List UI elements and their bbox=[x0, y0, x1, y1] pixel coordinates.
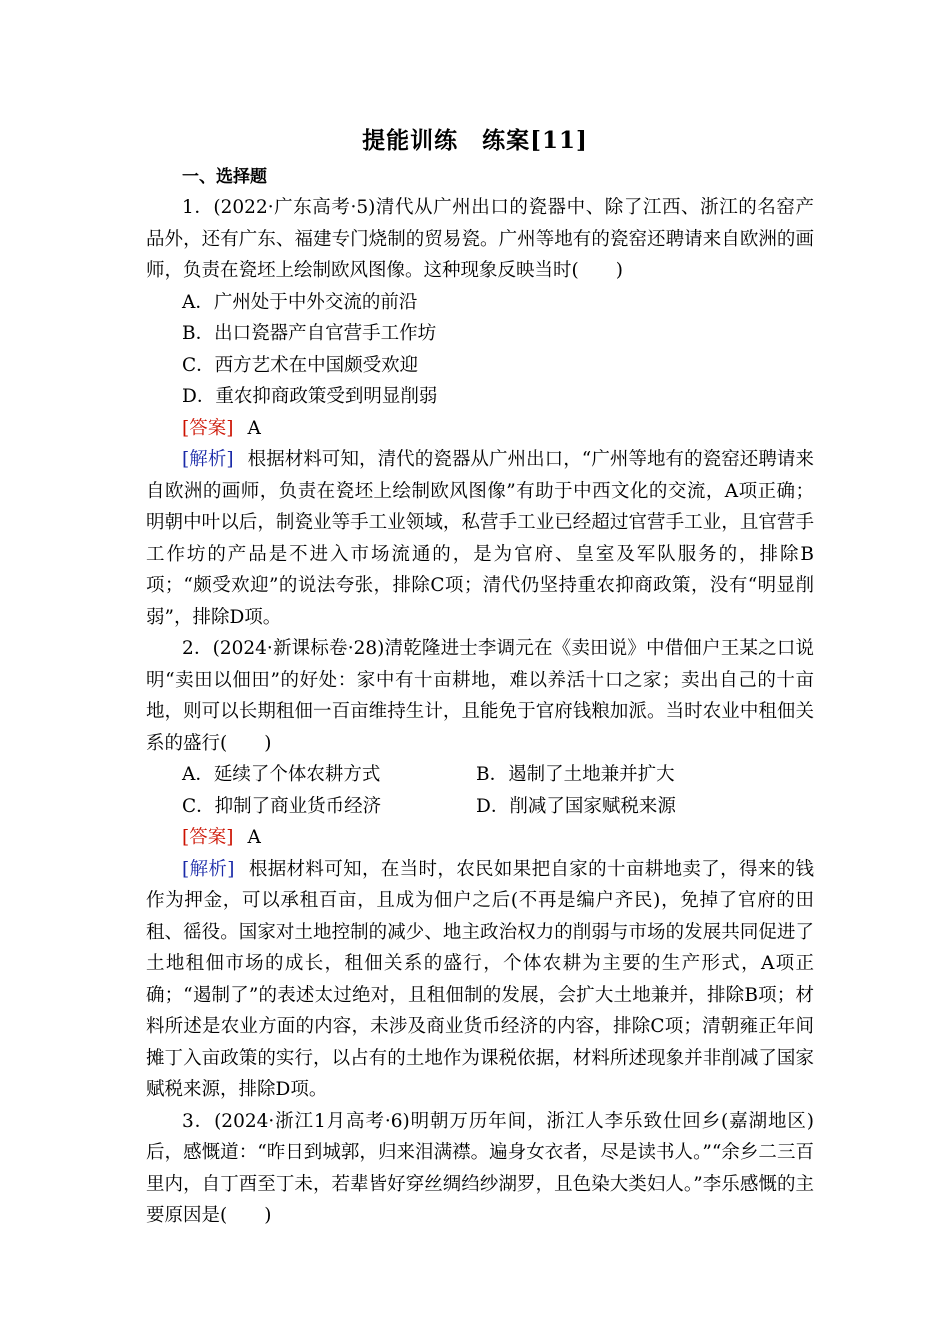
question-stem: 3．(2024·浙江1月高考·6)明朝万历年间，浙江人李乐致仕回乡(嘉湖地区)后，感慨道：“昨日到城郭，归来泪满襟。遍身女衣者，尽是读书人。”“余乡二三百里内，自丁酉至丁未，若辈皆好穿丝绸绉纱湖罗，且色染大类妇人。”李乐感慨的主要原因是( ) bbox=[146, 1110, 814, 1226]
option-c: C．西方艺术在中国颇受欢迎 bbox=[182, 354, 419, 376]
option-b: B．出口瓷器产自官营手工作坊 bbox=[182, 323, 437, 344]
option-d: D．重农抑商政策受到明显削弱 bbox=[182, 386, 438, 407]
analysis-text: 根据材料可知，在当时，农民如果把自家的十亩耕地卖了，得来的钱作为押金，可以承租百亩，且成为佃户之后(不再是编户齐民)，免掉了官府的田租、徭役。国家对土地控制的减少、地主政治权力的削弱与市场的发展共同促进了土地租佃市场的成长，租佃关系的盛行，个体农耕为主要的生产形式，A项正确；“遏制了”的表述太过绝对，且租佃制的发展，会扩大土地兼并，排除B项；材料所述是农业方面的内容，未涉及商业货币经济的内容，排除C项；清朝雍正年间摊丁入亩政策的实行，以占有的土地作为课税依据，材料所述现象并非削减了国家赋税来源，排除D项。 bbox=[146, 858, 814, 1100]
analysis-text: 根据材料可知，清代的瓷器从广州出口，“广州等地有的瓷窑还聘请来自欧洲的画师，负责在瓷坯上绘制欧风图像”有助于中西文化的交流，A项正确；明朝中叶以后，制瓷业等手工业领域，私营手工业已经超过官营手工业，且官营手工作坊的产品是不进入市场流通的，是为官府、皇室及军队服务的，排除B项；“颇受欢迎”的说法夸张，排除C项；清代仍坚持重农抑商政策，没有“明显削弱”，排除D项。 bbox=[146, 449, 814, 628]
answer-tag: [答案] bbox=[182, 417, 234, 439]
analysis-tag: [解析] bbox=[182, 858, 235, 880]
question-1 bbox=[146, 192, 814, 633]
answer-line bbox=[146, 822, 814, 854]
option-a: A．延续了个体农耕方式 bbox=[182, 764, 381, 785]
content-body bbox=[146, 162, 814, 1232]
answer-value: A bbox=[247, 417, 261, 439]
option-row bbox=[146, 791, 814, 823]
question-2 bbox=[146, 633, 814, 1106]
analysis bbox=[146, 444, 814, 633]
option-c: C．抑制了商业货币经济 bbox=[182, 795, 382, 817]
answer-value: A bbox=[247, 827, 261, 848]
page-title: 提能训练 练案[11] bbox=[362, 127, 588, 154]
option-d: D．削减了国家赋税来源 bbox=[476, 795, 676, 817]
question-3 bbox=[146, 1106, 814, 1232]
question-stem: 1．(2022·广东高考·5)清代从广州出口的瓷器中、除了江西、浙江的名窑产品外，还有广东、福建专门烧制的贸易瓷。广州等地有的瓷窑还聘请来自欧洲的画师，负责在瓷坯上绘制欧风图像。这种现象反映当时( ) bbox=[146, 197, 814, 281]
option-b: B．遏制了土地兼并扩大 bbox=[476, 764, 675, 785]
answer-line bbox=[146, 413, 814, 445]
section-heading: 一、选择题 bbox=[182, 167, 267, 187]
analysis bbox=[146, 854, 814, 1106]
option-a: A．广州处于中外交流的前沿 bbox=[182, 291, 418, 313]
answer-tag: [答案] bbox=[182, 827, 234, 848]
question-stem: 2．(2024·新课标卷·28)清乾隆进士李调元在《卖田说》中借佃户王某之口说明“卖田以佃田”的好处：家中有十亩耕地，难以养活十口之家；卖出自己的十亩地，则可以长期租佃一百亩维持生计，且能免于官府钱粮加派。当时农业中租佃关系的盛行( ) bbox=[146, 638, 814, 754]
analysis-tag: [解析] bbox=[182, 449, 234, 470]
option-row bbox=[146, 759, 814, 791]
